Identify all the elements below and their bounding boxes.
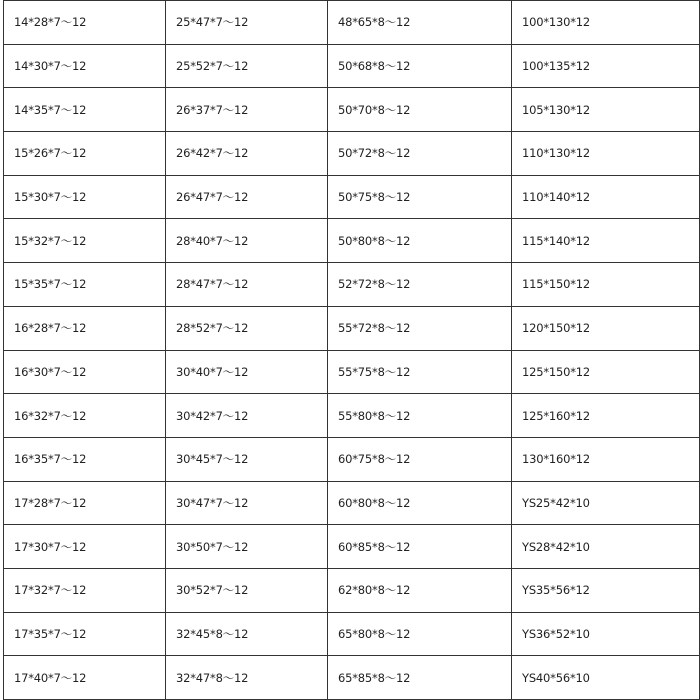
- table-cell: 110*130*12: [512, 132, 700, 176]
- table-cell: 50*70*8～12: [328, 88, 512, 132]
- table-cell: 125*150*12: [512, 350, 700, 394]
- table-cell: 17*28*7～12: [4, 481, 166, 525]
- table-cell: 100*130*12: [512, 1, 700, 45]
- table-row: [4, 350, 700, 394]
- table-cell: 48*65*8～12: [328, 1, 512, 45]
- table-cell: YS28*42*10: [512, 525, 700, 569]
- table-row: [4, 481, 700, 525]
- table-cell: 15*30*7～12: [4, 175, 166, 219]
- table-cell: 55*75*8～12: [328, 350, 512, 394]
- table-cell: 60*80*8～12: [328, 481, 512, 525]
- table-cell: 26*37*7～12: [166, 88, 328, 132]
- table-cell: 25*52*7～12: [166, 44, 328, 88]
- table-cell: 26*42*7～12: [166, 132, 328, 176]
- table-cell: 26*47*7～12: [166, 175, 328, 219]
- table-cell: 62*80*8～12: [328, 568, 512, 612]
- table-cell: 65*80*8～12: [328, 612, 512, 656]
- table-cell: 32*45*8～12: [166, 612, 328, 656]
- table-cell: 50*72*8～12: [328, 132, 512, 176]
- table-row: [4, 175, 700, 219]
- table-row: [4, 263, 700, 307]
- table-cell: 30*42*7～12: [166, 394, 328, 438]
- table-cell: 16*28*7～12: [4, 306, 166, 350]
- table-cell: 25*47*7～12: [166, 1, 328, 45]
- table-cell: 30*45*7～12: [166, 437, 328, 481]
- table-cell: 14*30*7～12: [4, 44, 166, 88]
- table-cell: 115*140*12: [512, 219, 700, 263]
- table-row: [4, 219, 700, 263]
- table-cell: 115*150*12: [512, 263, 700, 307]
- table-cell: 55*72*8～12: [328, 306, 512, 350]
- table-cell: 130*160*12: [512, 437, 700, 481]
- spec-table-body: [4, 1, 700, 700]
- table-row: [4, 656, 700, 700]
- table-row: [4, 44, 700, 88]
- table-cell: YS40*56*10: [512, 656, 700, 700]
- table-row: [4, 568, 700, 612]
- table-row: [4, 394, 700, 438]
- table-row: [4, 1, 700, 45]
- table-cell: 100*135*12: [512, 44, 700, 88]
- table-row: [4, 525, 700, 569]
- table-cell: 30*40*7～12: [166, 350, 328, 394]
- table-cell: 28*40*7～12: [166, 219, 328, 263]
- table-cell: 15*26*7～12: [4, 132, 166, 176]
- table-cell: 110*140*12: [512, 175, 700, 219]
- table-row: [4, 437, 700, 481]
- table-cell: YS35*56*12: [512, 568, 700, 612]
- table-cell: 28*52*7～12: [166, 306, 328, 350]
- table-cell: YS36*52*10: [512, 612, 700, 656]
- table-cell: 50*68*8～12: [328, 44, 512, 88]
- table-row: [4, 132, 700, 176]
- table-cell: 16*30*7～12: [4, 350, 166, 394]
- table-cell: 17*35*7～12: [4, 612, 166, 656]
- table-cell: 15*35*7～12: [4, 263, 166, 307]
- table-row: [4, 612, 700, 656]
- table-row: [4, 88, 700, 132]
- table-cell: 60*85*8～12: [328, 525, 512, 569]
- table-cell: 50*80*8～12: [328, 219, 512, 263]
- table-cell: 60*75*8～12: [328, 437, 512, 481]
- table-cell: 30*50*7～12: [166, 525, 328, 569]
- table-cell: 17*32*7～12: [4, 568, 166, 612]
- table-cell: YS25*42*10: [512, 481, 700, 525]
- table-cell: 17*40*7～12: [4, 656, 166, 700]
- table-cell: 16*32*7～12: [4, 394, 166, 438]
- table-cell: 14*35*7～12: [4, 88, 166, 132]
- table-cell: 17*30*7～12: [4, 525, 166, 569]
- table-cell: 16*35*7～12: [4, 437, 166, 481]
- table-cell: 30*52*7～12: [166, 568, 328, 612]
- table-cell: 120*150*12: [512, 306, 700, 350]
- table-cell: 52*72*8～12: [328, 263, 512, 307]
- table-cell: 30*47*7～12: [166, 481, 328, 525]
- table-cell: 15*32*7～12: [4, 219, 166, 263]
- table-cell: 14*28*7～12: [4, 1, 166, 45]
- table-cell: 32*47*8～12: [166, 656, 328, 700]
- table-row: [4, 306, 700, 350]
- table-cell: 28*47*7～12: [166, 263, 328, 307]
- table-cell: 105*130*12: [512, 88, 700, 132]
- table-cell: 55*80*8～12: [328, 394, 512, 438]
- spec-table: [3, 0, 700, 700]
- table-cell: 50*75*8～12: [328, 175, 512, 219]
- table-cell: 65*85*8～12: [328, 656, 512, 700]
- table-cell: 125*160*12: [512, 394, 700, 438]
